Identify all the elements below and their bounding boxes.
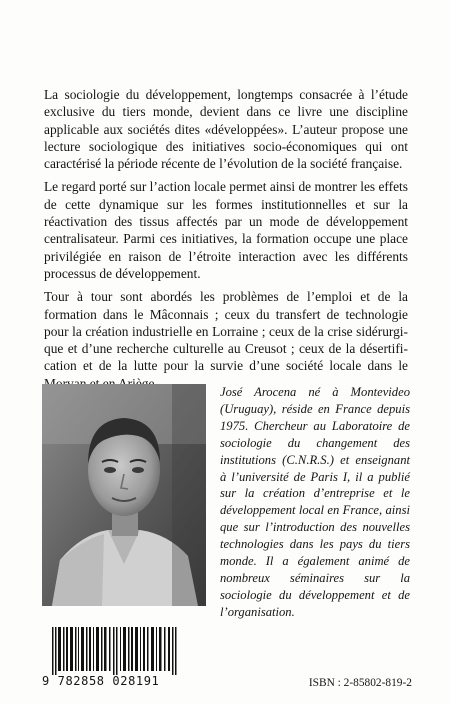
- author-bio: José Arocena né à Montevideo (Uruguay), réside en France depuis 1975. Chercheur au Laboratoire de sociologie du changement des institutions (C.N.R.S.) et enseignant à l’université de Paris I, il a publié sur la création d’entreprise et le développement local en France, ainsi que sur l’introduction des nouvelles technologies dans les pays du tiers monde. Il a également animé de nombreux séminaires sur la sociologie du développement et de l’organisation.: [220, 385, 410, 619]
- blurb-paragraph-1: La sociologie du développement, longtemps consacrée à l’étude exclusive du tiers monde, devient dans ce livre une discipline applicable aux sociétés dites «développées». L’auteur propose une lecture sociologique des initiatives socio-économiques qui ont caractérisé la période récente de l’évolution de la société française.: [44, 87, 408, 172]
- author-photo: [42, 384, 206, 606]
- barcode-bars: [52, 627, 180, 675]
- book-blurb: [44, 86, 408, 398]
- isbn-label: ISBN : 2-85802-819-2: [308, 677, 412, 689]
- barcode: [42, 627, 182, 687]
- barcode-number: 9 782858 028191: [42, 674, 160, 688]
- blurb-paragraph-3: Tour à tour sont abordés les problèmes de l’emploi et de la formation dans le Mâconnais ; ceux du transfert de technologie pour la création industrielle en Lorraine ; ceux de la crise sidérurgique et d’une recherche culturelle au Creusot ; ceux de la désertification et de la lutte pour la survie d’une société locale dans le: [44, 289, 408, 374]
- blurb-paragraph-2: Le regard porté sur l’action locale permet ainsi de montrer les effets de cette dynamique sur les formes institutionnelles et sur la réactivation des tissus affectés par un mode de développement centralisateur. Parmi ces initiatives, la formation occupe une place privilégiée en raison de l’étroite interaction avec les différents processus de développement.: [44, 179, 408, 281]
